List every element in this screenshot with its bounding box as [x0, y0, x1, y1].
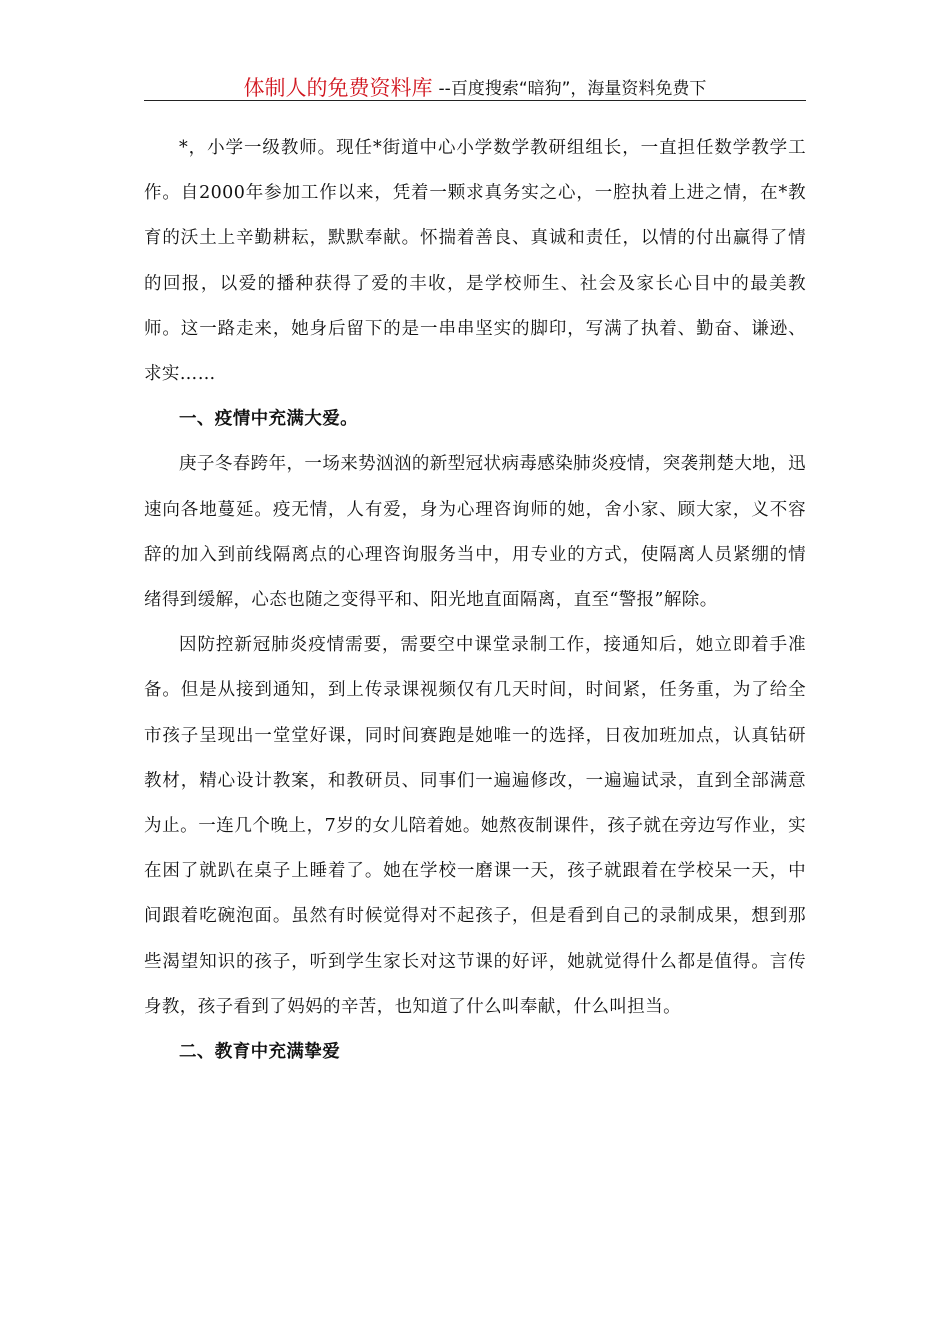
header-divider	[144, 100, 806, 101]
paragraph-online-classroom: 因防控新冠肺炎疫情需要，需要空中课堂录制工作，接通知后，她立即着手准备。但是从接到通知，到上传录课视频仅有几天时间，时间紧，任务重，为了给全市孩子呈现出一堂堂好课，同时间赛跑是她唯一的选择，日夜加班加点，认真钻研教材，精心设计教案，和教研员、同事们一遍遍修改，一遍遍试录，直到全部满意为止。一连几个晚上，7岁的女儿陪着她。她熬夜制课件，孩子就在旁边写作业，实在困了就趴在桌子上睡着了。她在学校一磨课一天，孩子就跟着在学校呆一天，中间跟着吃碗泡面。虽然有时候觉得对不起孩子，但是看到自己的录制成果，想到那些渴望知识的孩子，听到学生家长对这节课的好评，她就觉得什么都是值得。言传身教，孩子看到了妈妈的辛苦，也知道了什么叫奉献，什么叫担当。	[144, 635, 806, 1017]
section-heading-2: 二、教育中充满挚爱	[179, 1042, 341, 1063]
document-body	[144, 126, 806, 1075]
paragraph-epidemic-volunteer: 庚子冬春跨年，一场来势汹汹的新型冠状病毒感染肺炎疫情，突袭荆楚大地，迅速向各地蔓延。疫无情，人有爱，身为心理咨询师的她，舍小家、顾大家，义不容辞的加入到前线隔离点的心理咨询服务当中，用专业的方式，使隔离人员紧绷的情绪得到缓解，心态也随之变得平和、阳光地直面隔离，直至“警报”解除。	[144, 454, 806, 611]
intro-paragraph: *，小学一级教师。现任*街道中心小学数学教研组组长，一直担任数学教学工作。自2000年参加工作以来，凭着一颗求真务实之心，一腔执着上进之情，在*教育的沃土上辛勤耕耘，默默奉献。怀揣着善良、真诚和责任，以情的付出赢得了情的回报，以爱的播种获得了爱的丰收，是学校师生、社会及家长心目中的最美教师。这一路走来，她身后留下的是一串串坚实的脚印，写满了执着、勤奋、谦逊、求实……	[144, 138, 806, 385]
header-brand-text: 体制人的免费资料库	[243, 76, 433, 100]
section-heading-1: 一、疫情中充满大爱。	[179, 409, 358, 430]
header-search-hint: --百度搜索“暗狗”，海量资料免费下	[438, 79, 707, 99]
page-header	[144, 70, 806, 102]
